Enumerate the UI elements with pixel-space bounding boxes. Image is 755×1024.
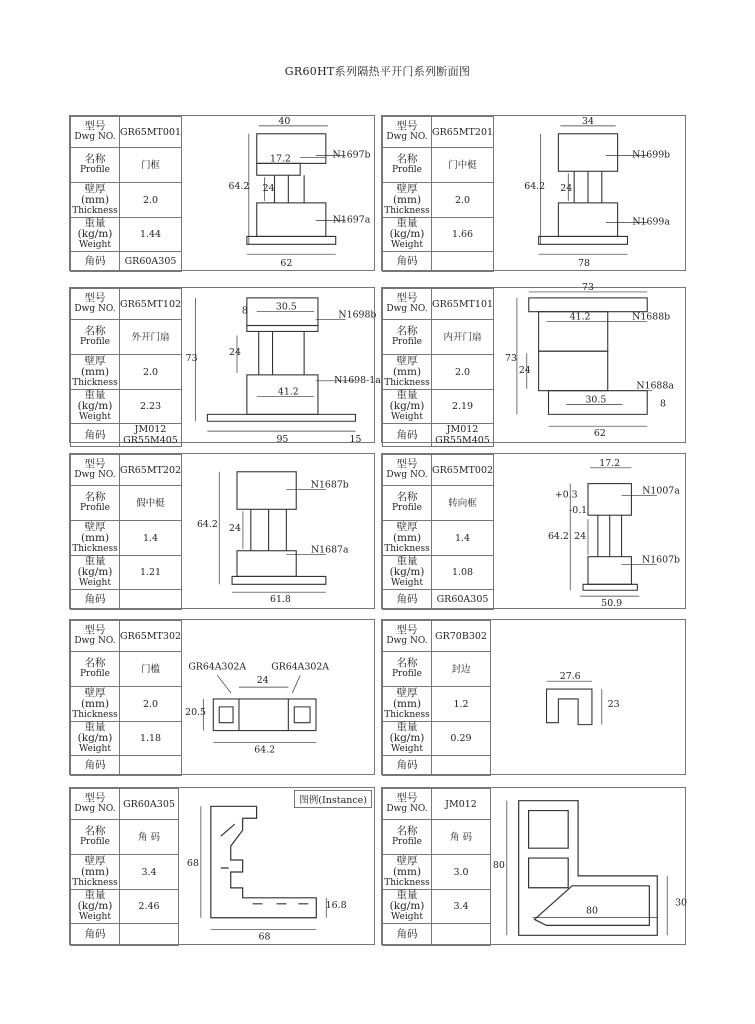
thickness-label-en: Thickness	[384, 543, 430, 554]
dwg-label-cn: 型号	[84, 792, 106, 804]
dwg-label	[71, 789, 120, 820]
dimension-label: 73	[185, 353, 198, 365]
corner-label-cn: 角码	[396, 593, 418, 605]
weight-label-en: Weight	[79, 412, 111, 422]
thickness-label	[383, 855, 432, 890]
weight-value: 0.29	[432, 722, 491, 756]
spec-table	[382, 288, 494, 447]
profile-section-svg	[489, 116, 685, 270]
part-number-label: N1687b	[310, 479, 349, 491]
thickness-label-en: Thickness	[384, 377, 430, 388]
part-number-label: N1699a	[632, 216, 670, 228]
part-number-label: N1699b	[632, 149, 671, 161]
dwg-label-en: Dwg NO.	[74, 636, 116, 646]
thickness-label	[71, 521, 120, 556]
dwg-label-en: Dwg NO.	[386, 470, 428, 480]
weight-label-cn: 重量 (kg/m)	[389, 889, 425, 912]
weight-label	[383, 890, 432, 924]
page-title: GR60HT系列隔热平开门系列断面图	[284, 65, 471, 78]
profile-value: 转向框	[432, 486, 494, 521]
spec-table	[70, 620, 182, 776]
dwg-label-en: Dwg NO.	[74, 304, 116, 314]
profile-card	[381, 453, 686, 609]
weight-label	[71, 890, 120, 924]
corner-value	[120, 590, 182, 610]
thickness-label-cn: 壁厚 (mm)	[392, 686, 422, 710]
thickness-value: 1.4	[432, 521, 494, 556]
thickness-label	[383, 355, 432, 390]
weight-value: 1.18	[120, 722, 182, 756]
corner-value	[432, 924, 491, 946]
profile-label-en: Profile	[392, 669, 422, 679]
dimension-label: 62	[280, 258, 293, 270]
profile-card	[69, 115, 375, 271]
dwg-label-cn: 型号	[396, 792, 418, 804]
weight-label-cn: 重量 (kg/m)	[389, 389, 425, 412]
corner-label	[71, 590, 120, 610]
thickness-label-en: Thickness	[72, 543, 118, 554]
profile-label	[71, 820, 120, 855]
dwg-label	[383, 117, 432, 148]
weight-label-cn: 重量 (kg/m)	[77, 889, 113, 912]
corner-label-cn: 角码	[396, 255, 418, 267]
profile-value: 外开门扇	[120, 320, 182, 355]
dwg-value: JM012	[432, 789, 491, 820]
profile-value: 角 码	[120, 820, 179, 855]
dimension-label: 16.8	[325, 899, 347, 911]
thickness-value: 3.4	[120, 855, 179, 890]
corner-label	[71, 424, 120, 447]
section-drawing	[177, 288, 381, 445]
profile-label	[71, 320, 120, 355]
thickness-label-en: Thickness	[72, 205, 118, 216]
dimension-label: 24	[518, 364, 531, 376]
dimension-label: 73	[582, 281, 594, 293]
spec-table	[382, 788, 491, 946]
weight-label-en: Weight	[391, 578, 423, 588]
dwg-label-cn: 型号	[396, 120, 418, 132]
spec-table	[70, 116, 182, 272]
profile-section-svg	[177, 454, 374, 608]
thickness-label-en: Thickness	[384, 709, 430, 720]
weight-value: 2.46	[120, 890, 179, 924]
dwg-label-en: Dwg NO.	[74, 132, 116, 142]
profile-section-svg	[489, 454, 685, 608]
thickness-label-en: Thickness	[72, 377, 118, 388]
profile-label-en: Profile	[392, 337, 422, 347]
profile-section-svg	[489, 281, 685, 442]
thickness-label-cn: 壁厚 (mm)	[80, 686, 110, 710]
dimension-label: 17.2	[599, 457, 621, 469]
part-number-label: N1007a	[642, 485, 680, 497]
thickness-label-cn: 壁厚 (mm)	[392, 520, 422, 544]
profile-label-cn: 名称	[396, 491, 418, 503]
spec-table	[70, 454, 182, 610]
profile-section-svg	[177, 620, 374, 774]
weight-label-en: Weight	[79, 578, 111, 588]
corner-label-cn: 角码	[84, 428, 106, 441]
weight-label	[383, 390, 432, 424]
profile-label-en: Profile	[392, 503, 422, 513]
thickness-label	[383, 183, 432, 218]
profile-label-cn: 名称	[396, 657, 418, 669]
dwg-label-en: Dwg NO.	[74, 804, 116, 814]
dwg-value: GR70B302	[432, 621, 491, 652]
dimension-label: 23	[607, 698, 620, 710]
dwg-label-en: Dwg NO.	[386, 304, 428, 314]
dimension-label: 68	[186, 858, 199, 869]
dwg-value: GR65MT201	[432, 117, 494, 148]
dwg-value: GR65MT202	[120, 455, 182, 486]
dimension-label: 40	[278, 115, 291, 127]
profile-label	[71, 486, 120, 521]
corner-value: GR60A305	[432, 590, 494, 610]
section-drawing	[177, 788, 374, 944]
corner-label	[383, 756, 432, 776]
weight-label	[383, 218, 432, 252]
profile-value: 角 码	[432, 820, 491, 855]
dimension-label: 80	[585, 905, 598, 917]
weight-label-cn: 重量 (kg/m)	[77, 555, 113, 578]
profile-card	[381, 787, 686, 945]
dimension-label: 20.5	[185, 706, 206, 718]
thickness-label-en: Thickness	[384, 205, 430, 216]
dwg-value: GR65MT002	[432, 455, 494, 486]
profile-value: 门框	[120, 148, 182, 183]
dimension-label: 24	[262, 183, 275, 195]
profile-section-svg	[489, 788, 688, 944]
thickness-label	[71, 183, 120, 218]
dwg-label-cn: 型号	[84, 120, 106, 132]
thickness-label	[383, 521, 432, 556]
dimension-label: 64.2	[547, 530, 569, 542]
weight-label-cn: 重量 (kg/m)	[389, 721, 425, 744]
dimension-label: 24	[229, 523, 241, 534]
thickness-label-cn: 壁厚 (mm)	[80, 354, 110, 378]
profile-label-cn: 名称	[396, 825, 418, 837]
weight-label	[71, 390, 120, 424]
spec-table	[382, 454, 494, 610]
dimension-label: -0.1	[569, 505, 588, 517]
corner-label	[71, 252, 120, 272]
corner-value: JM012 GR55M405	[432, 424, 494, 447]
spec-table	[70, 288, 182, 447]
profile-label	[383, 320, 432, 355]
profile-card	[381, 115, 686, 271]
dwg-value: GR65MT302	[120, 621, 182, 652]
thickness-label-cn: 壁厚 (mm)	[392, 182, 422, 206]
weight-value: 1.44	[120, 218, 182, 252]
profile-label	[71, 148, 120, 183]
dimension-label: +0.3	[554, 489, 578, 501]
weight-label-cn: 重量 (kg/m)	[77, 389, 113, 412]
part-number-label: GR64A302A	[271, 661, 330, 673]
profile-value: 假中梃	[120, 486, 182, 521]
dimension-label: 15	[349, 434, 362, 445]
dimension-label: 73	[505, 353, 517, 365]
dwg-value: GR60A305	[120, 789, 179, 820]
profile-label	[383, 486, 432, 521]
weight-label	[71, 556, 120, 590]
part-number-label: N1687a	[310, 544, 349, 556]
weight-label-cn: 重量 (kg/m)	[389, 555, 425, 578]
weight-label-cn: 重量 (kg/m)	[389, 217, 425, 240]
profile-label-cn: 名称	[396, 325, 418, 337]
weight-value: 1.21	[120, 556, 182, 590]
profile-label-en: Profile	[80, 669, 110, 679]
weight-label-en: Weight	[79, 912, 111, 922]
profile-section-svg	[177, 788, 374, 944]
corner-value	[120, 756, 182, 776]
corner-value	[432, 252, 494, 272]
dimension-label: 30.5	[275, 301, 297, 313]
profile-label	[383, 652, 432, 687]
dwg-value: GR65MT102	[120, 289, 182, 320]
corner-label	[71, 756, 120, 776]
thickness-label-cn: 壁厚 (mm)	[80, 854, 110, 878]
dimension-label: 62	[593, 428, 606, 440]
weight-value: 1.66	[432, 218, 494, 252]
weight-label	[383, 722, 432, 756]
dwg-label	[383, 289, 432, 320]
corner-label	[383, 590, 432, 610]
thickness-value: 2.0	[120, 183, 182, 218]
thickness-label	[71, 687, 120, 722]
weight-label-cn: 重量 (kg/m)	[77, 217, 113, 240]
corner-label-cn: 角码	[396, 759, 418, 771]
weight-label-en: Weight	[391, 412, 423, 422]
profile-label-cn: 名称	[84, 657, 106, 669]
dimension-label: 41.2	[277, 386, 299, 398]
thickness-label-en: Thickness	[72, 709, 118, 720]
thickness-label-cn: 壁厚 (mm)	[392, 354, 422, 378]
dimension-label: 24	[229, 347, 241, 359]
dimension-label: 8	[241, 305, 248, 317]
dwg-label-en: Dwg NO.	[74, 470, 116, 480]
thickness-label-cn: 壁厚 (mm)	[80, 520, 110, 544]
thickness-label-cn: 壁厚 (mm)	[80, 182, 110, 206]
dwg-label-cn: 型号	[84, 624, 106, 636]
weight-label-en: Weight	[79, 744, 111, 754]
profile-label-cn: 名称	[84, 825, 106, 837]
thickness-value: 1.4	[120, 521, 182, 556]
dwg-label-en: Dwg NO.	[386, 804, 428, 814]
section-drawing	[489, 620, 685, 774]
weight-label-en: Weight	[79, 240, 111, 250]
profile-card	[381, 619, 686, 775]
profile-card	[69, 453, 375, 609]
dwg-label-cn: 型号	[84, 292, 106, 304]
section-drawing	[177, 620, 374, 774]
dimension-label: 64.2	[196, 519, 218, 531]
spec-table	[382, 116, 494, 272]
thickness-label	[71, 855, 120, 890]
section-drawing	[489, 788, 688, 944]
thickness-label-en: Thickness	[72, 877, 118, 888]
dwg-label-cn: 型号	[396, 292, 418, 304]
profile-section-svg	[177, 288, 381, 445]
thickness-value: 2.0	[432, 355, 494, 390]
section-drawing	[489, 281, 685, 442]
dwg-label	[71, 455, 120, 486]
thickness-label	[71, 355, 120, 390]
profile-label-cn: 名称	[396, 153, 418, 165]
profile-value: 门槛	[120, 652, 182, 687]
profile-section-svg	[489, 620, 685, 774]
dimension-label: 41.2	[569, 311, 591, 323]
dimension-label: 34	[582, 115, 594, 127]
dwg-value: GR65MT101	[432, 289, 494, 320]
dimension-label: 50.9	[601, 598, 623, 610]
dwg-label	[383, 789, 432, 820]
dwg-label-en: Dwg NO.	[386, 636, 428, 646]
dimension-label: 95	[276, 434, 289, 445]
corner-label	[383, 924, 432, 946]
part-number-label: N1688b	[632, 311, 671, 323]
dimension-label: 64.2	[254, 744, 276, 756]
dimension-label: 24	[256, 675, 269, 687]
weight-value: 2.19	[432, 390, 494, 424]
profile-label-cn: 名称	[84, 491, 106, 503]
legend-label: 图例(Instance)	[294, 790, 372, 808]
profile-label-en: Profile	[80, 165, 110, 175]
corner-label-cn: 角码	[396, 428, 418, 441]
corner-value	[432, 756, 491, 776]
profile-value: 封边	[432, 652, 491, 687]
part-number-label: N1607b	[642, 554, 681, 566]
corner-label-cn: 角码	[84, 255, 106, 267]
dwg-label-en: Dwg NO.	[386, 132, 428, 142]
part-number-label: N1698-1a	[334, 374, 381, 386]
dimension-label: 80	[492, 859, 505, 871]
profile-label	[383, 820, 432, 855]
dimension-label: 30.5	[585, 394, 607, 406]
profile-label-en: Profile	[80, 837, 110, 847]
dimension-label: 24	[560, 183, 573, 195]
dimension-label: 27.6	[559, 671, 581, 683]
dimension-label: 68	[258, 931, 271, 943]
profile-value: 门中梃	[432, 148, 494, 183]
profile-label-cn: 名称	[84, 325, 106, 337]
weight-value: 3.4	[432, 890, 491, 924]
profile-card	[69, 787, 375, 945]
dwg-label-cn: 型号	[84, 458, 106, 470]
weight-label-en: Weight	[391, 240, 423, 250]
weight-value: 2.23	[120, 390, 182, 424]
section-drawing	[489, 454, 685, 608]
thickness-value: 3.0	[432, 855, 491, 890]
profile-label	[71, 652, 120, 687]
weight-label-cn: 重量 (kg/m)	[77, 721, 113, 744]
corner-label-cn: 角码	[84, 928, 106, 940]
dwg-label	[383, 621, 432, 652]
weight-label-en: Weight	[391, 744, 423, 754]
dimension-label: 78	[578, 258, 590, 270]
dimension-label: 8	[660, 398, 666, 410]
thickness-value: 2.0	[432, 183, 494, 218]
section-drawing	[177, 454, 374, 608]
corner-value	[120, 924, 179, 946]
profile-label	[383, 148, 432, 183]
thickness-label	[383, 687, 432, 722]
corner-label	[383, 252, 432, 272]
weight-label	[71, 218, 120, 252]
spec-table	[70, 788, 179, 946]
part-number-label: N1697a	[332, 214, 371, 226]
corner-label-cn: 角码	[84, 759, 106, 771]
dimension-label: 30	[675, 897, 688, 909]
thickness-value: 1.2	[432, 687, 491, 722]
thickness-value: 2.0	[120, 687, 182, 722]
profile-label-en: Profile	[80, 503, 110, 513]
dwg-label	[383, 455, 432, 486]
dimension-label: 17.2	[270, 153, 291, 165]
corner-value: JM012 GR55M405	[120, 424, 182, 447]
dwg-label	[71, 117, 120, 148]
weight-label-en: Weight	[391, 912, 423, 922]
weight-value: 1.08	[432, 556, 494, 590]
thickness-label-en: Thickness	[384, 877, 430, 888]
section-drawing	[489, 116, 685, 270]
dwg-label-cn: 型号	[396, 458, 418, 470]
thickness-value: 2.0	[120, 355, 182, 390]
corner-label-cn: 角码	[84, 593, 106, 605]
profile-label-cn: 名称	[84, 153, 106, 165]
weight-label	[383, 556, 432, 590]
dwg-label	[71, 621, 120, 652]
corner-label	[383, 424, 432, 447]
dwg-label	[71, 289, 120, 320]
corner-value: GR60A305	[120, 252, 182, 272]
corner-label	[71, 924, 120, 946]
part-number-label: N1698b	[338, 309, 377, 321]
dwg-value: GR65MT001	[120, 117, 182, 148]
dwg-label-cn: 型号	[396, 624, 418, 636]
dimension-label: 61.8	[270, 594, 291, 606]
section-drawing	[177, 116, 374, 270]
corner-label-cn: 角码	[396, 928, 418, 940]
weight-label	[71, 722, 120, 756]
profile-card	[381, 281, 686, 446]
dimension-label: 64.2	[524, 181, 546, 193]
profile-label-en: Profile	[392, 165, 422, 175]
part-number-label: N1697b	[332, 149, 371, 161]
profile-card	[69, 287, 381, 446]
part-number-label: GR64A302A	[188, 661, 247, 673]
profile-card	[69, 619, 375, 775]
profile-value: 内开门扇	[432, 320, 494, 355]
dimension-label: 24	[574, 530, 587, 542]
spec-table	[382, 620, 491, 776]
profile-label-en: Profile	[392, 837, 422, 847]
part-number-label: N1688a	[636, 380, 674, 392]
profile-section-svg	[177, 116, 374, 270]
profile-label-en: Profile	[80, 337, 110, 347]
dimension-label: 64.2	[228, 181, 250, 193]
thickness-label-cn: 壁厚 (mm)	[392, 854, 422, 878]
